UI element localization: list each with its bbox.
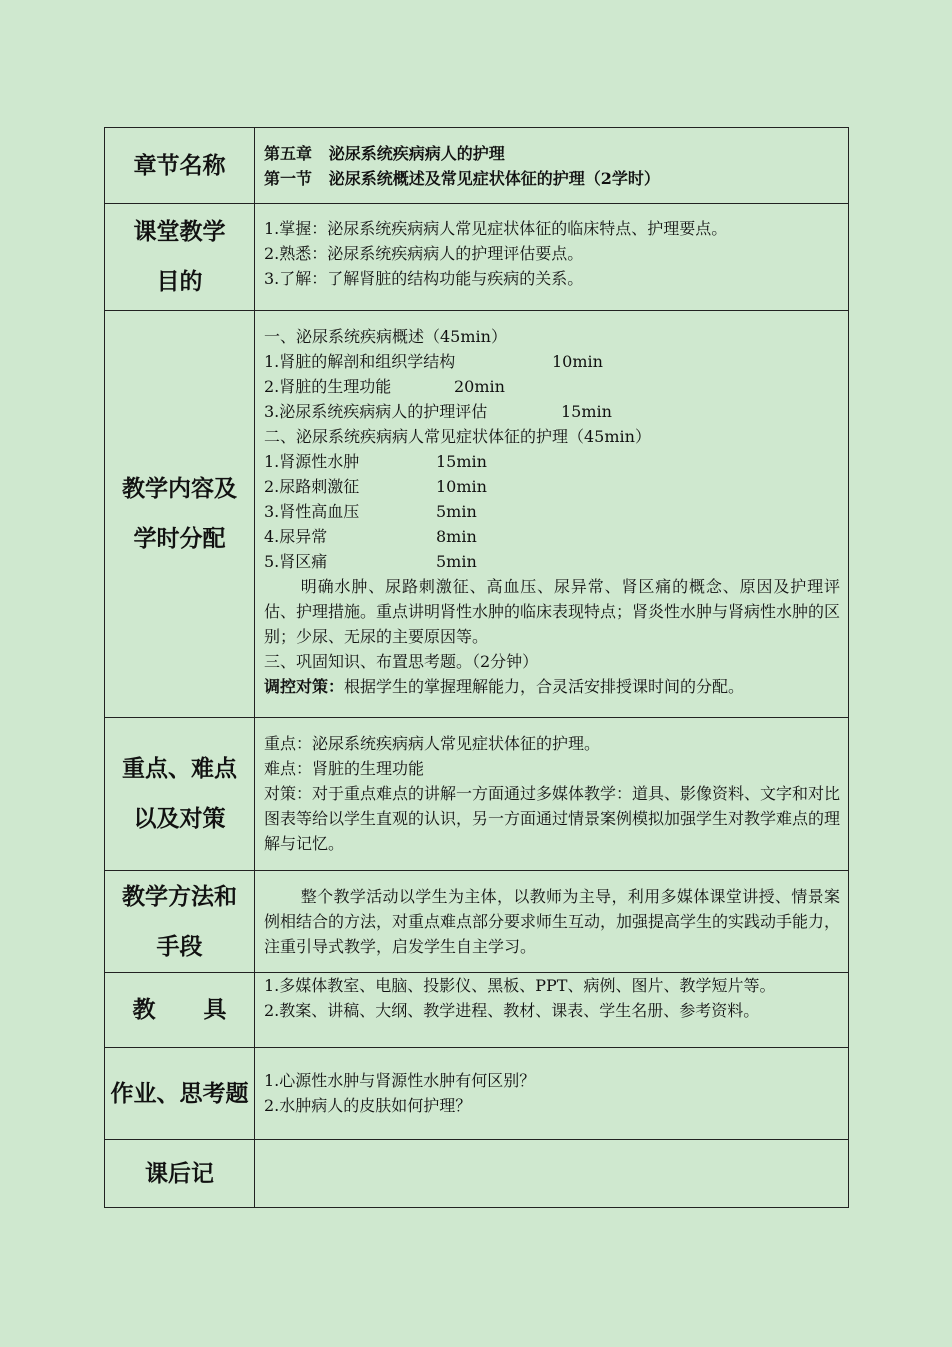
objective-item: 2.熟悉：泌尿系统疾病病人的护理评估要点。	[264, 244, 584, 263]
objective-item: 3.了解：了解肾脏的结构功能与疾病的关系。	[264, 269, 584, 288]
objectives-label	[105, 204, 255, 311]
keypoints-label-line1: 重点、难点	[122, 756, 237, 782]
content-body	[255, 311, 849, 718]
row-chapter	[105, 128, 849, 204]
row-notes	[105, 1140, 849, 1208]
content-section-3: 三、巩固知识、布置思考题。（2分钟）	[264, 652, 539, 671]
content-section-1: 一、泌尿系统疾病概述（45min）	[264, 327, 507, 346]
item-text: 1.肾源性水肿	[264, 452, 360, 471]
item-time: 5min	[436, 502, 477, 521]
section-title: 第一节 泌尿系统概述及常见症状体征的护理（2学时）	[264, 168, 660, 188]
content-label	[105, 311, 255, 718]
keypoints-label	[105, 718, 255, 871]
content-item	[264, 374, 840, 399]
item-time: 15min	[561, 402, 612, 421]
tools-label: 教 具	[105, 973, 255, 1048]
item-text: 5.肾区痛	[264, 552, 328, 571]
item-time: 8min	[436, 527, 477, 546]
keypoints-content	[255, 718, 849, 871]
key-point: 重点：泌尿系统疾病病人常见症状体征的护理。	[264, 734, 601, 753]
content-item	[264, 399, 840, 424]
methods-text: 整个教学活动以学生为主体，以教师为主导，利用多媒体课堂讲授、情景案例相结合的方法，对重点难点部分要求师生互动，加强提高学生的实践动手能力，注重引导式教学，启发学生自主学习。	[264, 887, 841, 956]
methods-content	[255, 871, 849, 973]
difficult-point: 难点：肾脏的生理功能	[264, 759, 425, 778]
keypoints-label-line2: 以及对策	[133, 806, 226, 832]
chapter-title: 第五章 泌尿系统疾病病人的护理	[264, 143, 505, 163]
homework-label: 作业、思考题	[105, 1048, 255, 1140]
notes-label: 课后记	[105, 1140, 255, 1208]
content-item	[264, 474, 840, 499]
content-item	[264, 449, 840, 474]
homework-item: 2.水肿病人的皮肤如何护理？	[264, 1096, 472, 1115]
item-time: 5min	[436, 552, 477, 571]
item-text: 3.肾性高血压	[264, 502, 360, 521]
objectives-label-line1: 课堂教学	[133, 219, 226, 245]
content-paragraph: 明确水肿、尿路刺激征、高血压、尿异常、肾区痛的概念、原因及护理评估、护理措施。重点讲明肾性水肿的临床表现特点；肾炎性水肿与肾病性水肿的区别；少尿、无尿的主要原因等。	[264, 577, 841, 646]
item-text: 4.尿异常	[264, 527, 328, 546]
tools-content	[255, 973, 849, 1048]
content-label-line2: 学时分配	[133, 526, 226, 552]
content-item	[264, 524, 840, 549]
content-item	[264, 549, 840, 574]
methods-label	[105, 871, 255, 973]
item-time: 15min	[436, 452, 487, 471]
item-text: 2.肾脏的生理功能	[264, 377, 392, 396]
item-time: 10min	[436, 477, 487, 496]
content-item	[264, 499, 840, 524]
notes-content	[255, 1140, 849, 1208]
methods-label-line2: 手段	[156, 933, 203, 960]
control-label: 调控对策：	[264, 677, 345, 696]
row-methods	[105, 871, 849, 973]
homework-content	[255, 1048, 849, 1140]
content-section-2: 二、泌尿系统疾病病人常见症状体征的护理（45min）	[264, 427, 651, 446]
objectives-content	[255, 204, 849, 311]
item-text: 2.尿路刺激征	[264, 477, 360, 496]
chapter-label: 章节名称	[105, 128, 255, 204]
tools-item: 1.多媒体教室、电脑、投影仪、黑板、PPT、病例、图片、教学短片等。	[264, 976, 776, 995]
methods-label-line1: 教学方法和	[122, 883, 237, 910]
objective-item: 1.掌握：泌尿系统疾病病人常见症状体征的临床特点、护理要点。	[264, 219, 728, 238]
item-text: 1.肾脏的解剖和组织学结构	[264, 352, 456, 371]
item-time: 20min	[454, 377, 505, 396]
row-content	[105, 311, 849, 718]
tools-item: 2.教案、讲稿、大纲、教学进程、教材、课表、学生名册、参考资料。	[264, 1001, 760, 1020]
row-keypoints	[105, 718, 849, 871]
objectives-label-line2: 目的	[156, 269, 203, 295]
chapter-content	[255, 128, 849, 204]
item-time: 10min	[552, 352, 603, 371]
content-item	[264, 349, 840, 374]
control-text: 根据学生的掌握理解能力，合灵活安排授课时间的分配。	[344, 677, 745, 696]
row-tools	[105, 973, 849, 1048]
item-text: 3.泌尿系统疾病病人的护理评估	[264, 402, 488, 421]
row-objectives	[105, 204, 849, 311]
row-homework	[105, 1048, 849, 1140]
content-label-line1: 教学内容及	[122, 476, 237, 502]
control-strategy	[264, 674, 840, 699]
strategy-text: 对策：对于重点难点的讲解一方面通过多媒体教学：道具、影像资料、文字和对比图表等给以学生直观的认识，另一方面通过情景案例模拟加强学生对教学难点的理解与记忆。	[264, 784, 841, 853]
homework-item: 1.心源性水肿与肾源性水肿有何区别？	[264, 1071, 536, 1090]
lesson-plan-table	[104, 127, 849, 1208]
